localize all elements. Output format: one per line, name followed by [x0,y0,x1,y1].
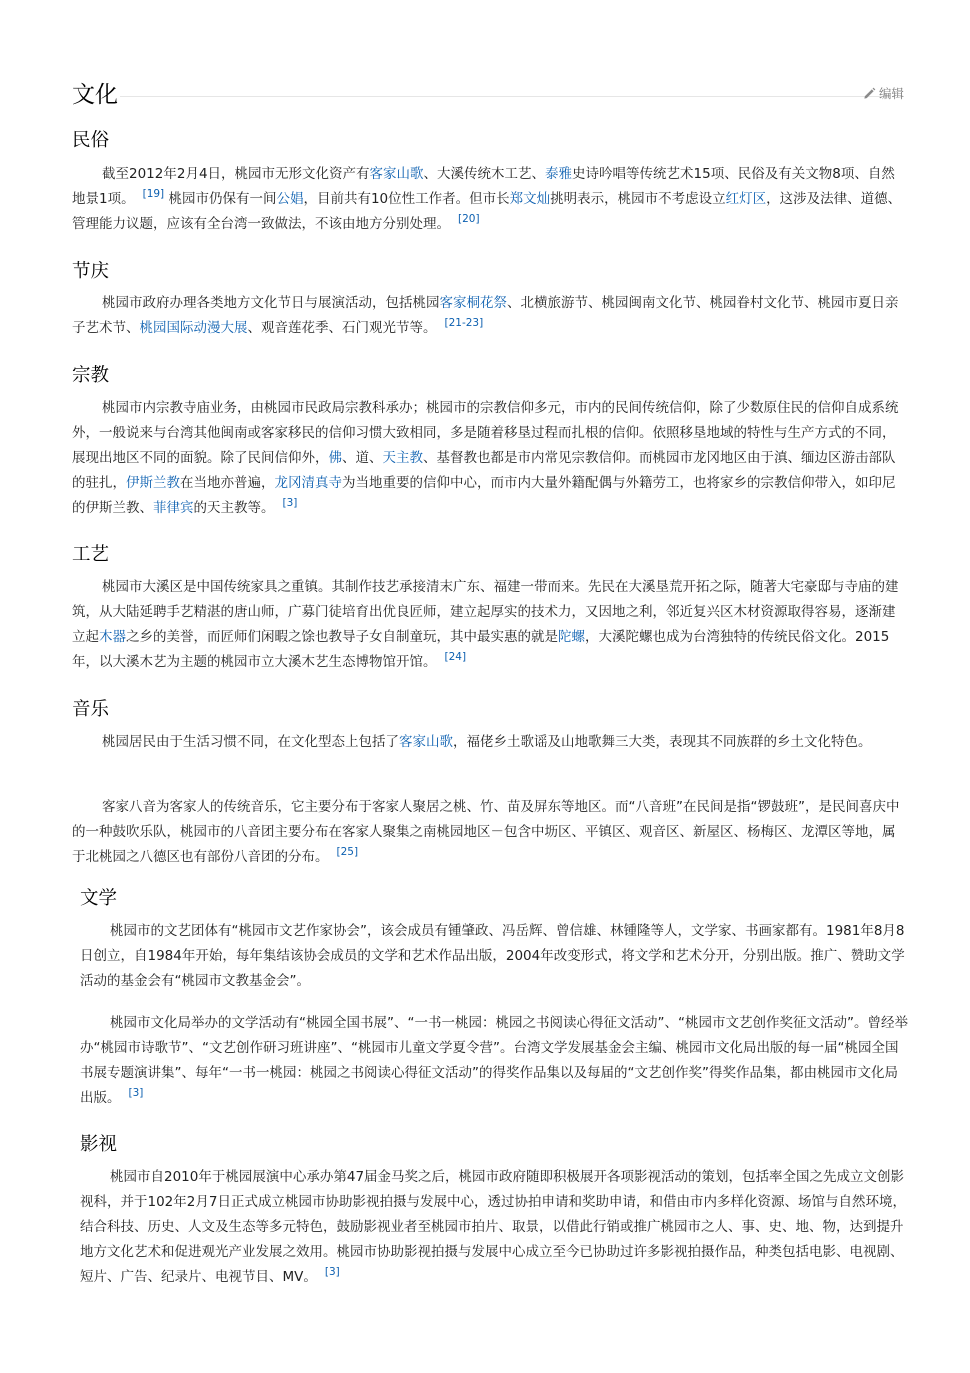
text-segment: ，这涉及法律、道德、管理能力议题，应该有全台湾一致做法，不该由地方分别处理。 [72,191,902,232]
text-segment: 桃园市大溪区是中国传统家具之重镇。其制作技艺承接清末广东、福建一带而来。先民在大溪垦荒开拓之际，随著大宅豪邸与寺庙的建筑，从大陆延聘手艺精湛的唐山师，广募门徒培育出优良匠师，建立起厚实的技术力，又因地之利，邻近复兴区木材资源取得容易，逐渐建立起 [72,579,899,645]
wiki-link[interactable]: 郑文灿 [509,191,551,207]
paragraph [72,291,906,341]
paragraph [72,396,906,521]
edit-link[interactable] [863,86,904,102]
wiki-link[interactable]: 泰雅 [545,166,573,182]
text-segment: 桃园市仍保有一间 [164,191,277,207]
paragraph [72,575,906,675]
text-segment: 之乡的美誉，而匠师们闲暇之馀也教导子女自制童玩，其中最实惠的就是 [126,629,558,645]
text-segment: 桃园市文化局举办的文学活动有“桃园全国书展”、“一书一桃园：桃园之书阅读心得征文活动”、“桃园市文艺创作奖征文活动”。曾经举办“桃园市诗歌节”、“文艺创作研习班讲座”、“桃园市儿童文学夏令营”。台湾文学发展基金会主编、桃园市文化局出版的每一届“桃园全国书展专题演讲集”、每年“一书一桃园：桃园之书阅读心得征文活动”的得奖作品集以及每届的“文艺创作奖”得奖作品集，都由桃园市文化局出版。 [80,1015,908,1106]
text-segment: 挑明表示，桃园市不考虑设立 [550,191,726,207]
text-segment: ，大溪陀螺也成为台湾独特的传统民俗文化。2015年，以大溪木艺为主题的桃园市立大溪木艺生态博物馆开馆。 [72,629,890,670]
text-segment: 桃园市政府办理各类地方文化节日与展演活动，包括桃园 [102,295,440,311]
wiki-link[interactable]: 菲律宾 [153,500,194,516]
wiki-link[interactable]: 客家桐花祭 [439,295,507,311]
paragraph [72,730,906,755]
text-segment: 、观音莲花季、石门观光节等。 [247,320,437,336]
wiki-link[interactable]: 客家山歌 [369,166,424,182]
text-segment: 、道、 [342,450,383,466]
citation-ref[interactable]: [3] [282,497,298,509]
section-title-film: 影视 [80,1134,118,1155]
wiki-link[interactable]: 陀螺 [558,629,585,645]
text-segment: 桃园市的文艺团体有“桃园市文艺作家协会”，该会成员有锺肇政、冯岳辉、曾信雄、林锺隆等人，文学家、书画家都有。1981年8月8日创立，自1984年开始，每年集结该协会成员的文学和艺术作品出版，2004年改变形式，将文学和艺术分开，分别出版。推广、赞助文学活动的基金会有“桃园市文教基金会”。 [80,923,905,989]
text-segment: 桃园市自2010年于桃园展演中心承办第47届金马奖之后，桃园市政府随即积极展开各项影视活动的策划，包括率全国之先成立文创影视科，并于102年2月7日正式成立桃园市协助影视拍摄与发展中心，透过协拍申请和奖助申请，和借由市内多样化资源、场馆与自然环境，结合科技、历史、人文及生态等多元特色，鼓励影视业者至桃园市拍片、取景，以借此行销或推广桃园市之人、事、史、地、物，达到提升地方文化艺术和促进观光产业发展之效用。桃园市协助影视拍摄与发展中心成立至今已协助过许多影视拍摄作品，种类包括电影、电视剧、短片、广告、纪录片、电视节目、MV。 [80,1169,906,1285]
section-title-music: 音乐 [72,699,110,720]
wiki-link[interactable]: 伊斯兰教 [126,475,180,491]
wiki-link[interactable]: 天主教 [382,450,423,466]
paragraph [80,919,910,994]
wiki-link[interactable]: 龙冈清真寺 [274,475,342,491]
text-segment: 、大溪传统木工艺、 [423,166,546,182]
paragraph [80,1165,910,1290]
text-segment: 、北横旅游节、桃园闽南文化节、桃园眷村文化节、桃园市夏日亲子艺术节、 [72,295,899,336]
text-segment: 截至2012年2月4日，桃园市无形文化资产有 [102,166,370,182]
citation-ref[interactable]: [3] [128,1087,144,1099]
text-segment: 、基督教也都是市内常见宗教信仰。而桃园市龙冈地区由于滇、缅边区游击部队的驻扎， [72,450,896,491]
text-segment: 史诗吟唱等传统艺术15项、民俗及有关文物8项、自然地景1项。 [72,166,895,207]
text-segment: 在当地亦普遍， [180,475,275,491]
citation-ref[interactable]: [25] [336,846,359,858]
wiki-link[interactable]: 公娼 [276,191,304,207]
section-title-religion: 宗教 [72,365,110,386]
text-segment: ，福佬乡土歌谣及山地歌舞三大类，表现其不同族群的乡土文化特色。 [453,734,872,750]
paragraph [72,795,906,870]
text-segment: 的天主教等。 [193,500,275,516]
paragraph [72,162,906,237]
page-title: 文化 [72,82,118,108]
text-segment: 为当地重要的信仰中心，而市内大量外籍配偶与外籍劳工，也将家乡的宗教信仰带入，如印尼的伊斯兰教、 [72,475,896,516]
citation-ref[interactable]: [19] [142,188,165,200]
wiki-link[interactable]: 佛 [328,450,342,466]
wiki-link[interactable]: 客家山歌 [399,734,453,750]
wiki-link[interactable]: 木器 [99,629,126,645]
pencil-icon [863,87,876,100]
text-segment: ，目前共有10位性工作者。但市长 [303,191,510,207]
citation-ref[interactable]: [21-23] [444,317,484,329]
section-title-festivals: 节庆 [72,261,110,282]
section-title-folk: 民俗 [72,130,110,151]
edit-label: 编辑 [878,86,904,101]
text-segment: 桃园市内宗教寺庙业务，由桃园市民政局宗教科承办；桃园市的宗教信仰多元，市内的民间传统信仰，除了少数原住民的信仰自成系统外，一般说来与台湾其他闽南或客家移民的信仰习惯大致相同，多是随着移垦过程而扎根的信仰。依照移垦地域的特性与生产方式的不同，展现出地区不同的面貌。除了民间信仰外， [72,400,899,466]
section-title-literature: 文学 [80,888,118,909]
section-header [72,80,904,114]
section-title-crafts: 工艺 [72,544,110,565]
text-segment: 客家八音为客家人的传统音乐，它主要分布于客家人聚居之桃、竹、苗及屏东等地区。而“八音班”在民间是指“锣鼓班”，是民间喜庆中的一种鼓吹乐队，桃园市的八音团主要分布在客家人聚集之南桃园地区－包含中坜区、平镇区、观音区、新屋区、杨梅区、龙潭区等地，属于北桃园之八德区也有部份八音团的分布。 [72,799,900,865]
citation-ref[interactable]: [3] [324,1266,340,1278]
wiki-link[interactable]: 红灯区 [725,191,767,207]
wiki-link[interactable]: 桃园国际动漫大展 [139,320,248,336]
heading-divider [120,96,890,97]
citation-ref[interactable]: [24] [444,651,467,663]
paragraph [80,1011,910,1111]
text-segment: 桃园居民由于生活习惯不同，在文化型态上包括了 [102,734,399,750]
citation-ref[interactable]: [20] [458,213,480,225]
